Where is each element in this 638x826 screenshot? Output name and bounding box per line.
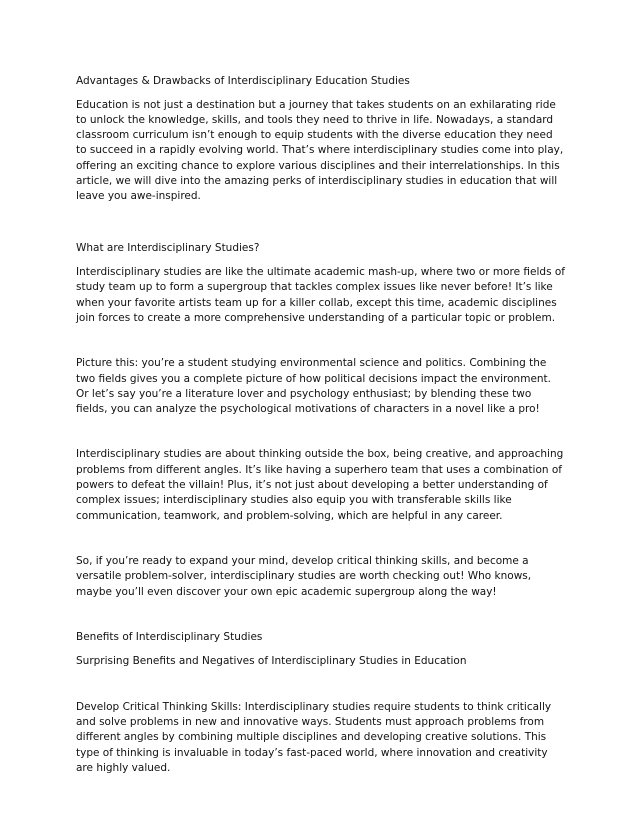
paragraph-expand-your-mind: So, if you’re ready to expand your mind, develop critical thinking skills, and become a versatile problem-solver, interdisciplinary studies are worth checking out! Who knows, maybe you’ll even discover your own epic academic supergroup along the way! <box>76 554 532 598</box>
paragraph-mashup: Interdisciplinary studies are like the ultimate academic mash-up, where two or more fields of study team up to form a supergroup that tackles complex issues like never before! It’s like when your favorite artists team up for a killer collab, except this time, academic disciplines join forces to create a more comprehensive understanding of a particular topic or problem. <box>76 266 566 324</box>
section-heading-benefits: Benefits of Interdisciplinary Studies <box>76 630 263 643</box>
paragraph-picture-this: Picture this: you’re a student studying environmental science and politics. Combining the two fields gives you a complete picture of how political decisions impact the environment. Or let’s say you’re a literature lover and psychology enthusiast; by blending these two fields, you can analyze the psychological motivations of characters in a novel like a pro! <box>76 357 552 416</box>
document-title: Advantages & Drawbacks of Interdisciplinary Education Studies <box>76 75 410 87</box>
paragraph-outside-the-box: Interdisciplinary studies are about thinking outside the box, being creative, and approaching problems from different angles. It’s like having a superhero team that uses a combination of powers to defeat the villain! Plus, it’s not just about developing a better understanding of complex issues; interdisciplinary studies also equip you with transferable skills like communication, teamwork, and problem-solving, which are helpful in any career. <box>76 448 564 522</box>
paragraph-critical-thinking: Develop Critical Thinking Skills: Interdisciplinary studies require students to think critically and solve problems in new and innovative ways. Students must approach problems from different angles by combining multiple disciplines and developing creative solutions. This type of thinking is invaluable in today’s fast-paced world, where innovation and creativity are highly valued. <box>76 700 552 775</box>
section-heading-what-are: What are Interdisciplinary Studies? <box>76 241 260 254</box>
section-subheading-surprising: Surprising Benefits and Negatives of Interdisciplinary Studies in Education <box>76 655 467 668</box>
intro-paragraph: Education is not just a destination but a journey that takes students on an exhilarating ride to unlock the knowledge, skills, and tools they need to thrive in life. Nowadays, a standard classroom curriculum isn’t enough to equip students with the diverse education they need to succeed in a rapidly evolving world. That’s where interdisciplinary studies come into play, offering an exciting chance to explore various disciplines and their interrelationships. In this article, we will dive into the amazing perks of interdisciplinary studies in education that will leave you awe-inspired. <box>76 98 564 203</box>
document-body <box>76 74 566 776</box>
